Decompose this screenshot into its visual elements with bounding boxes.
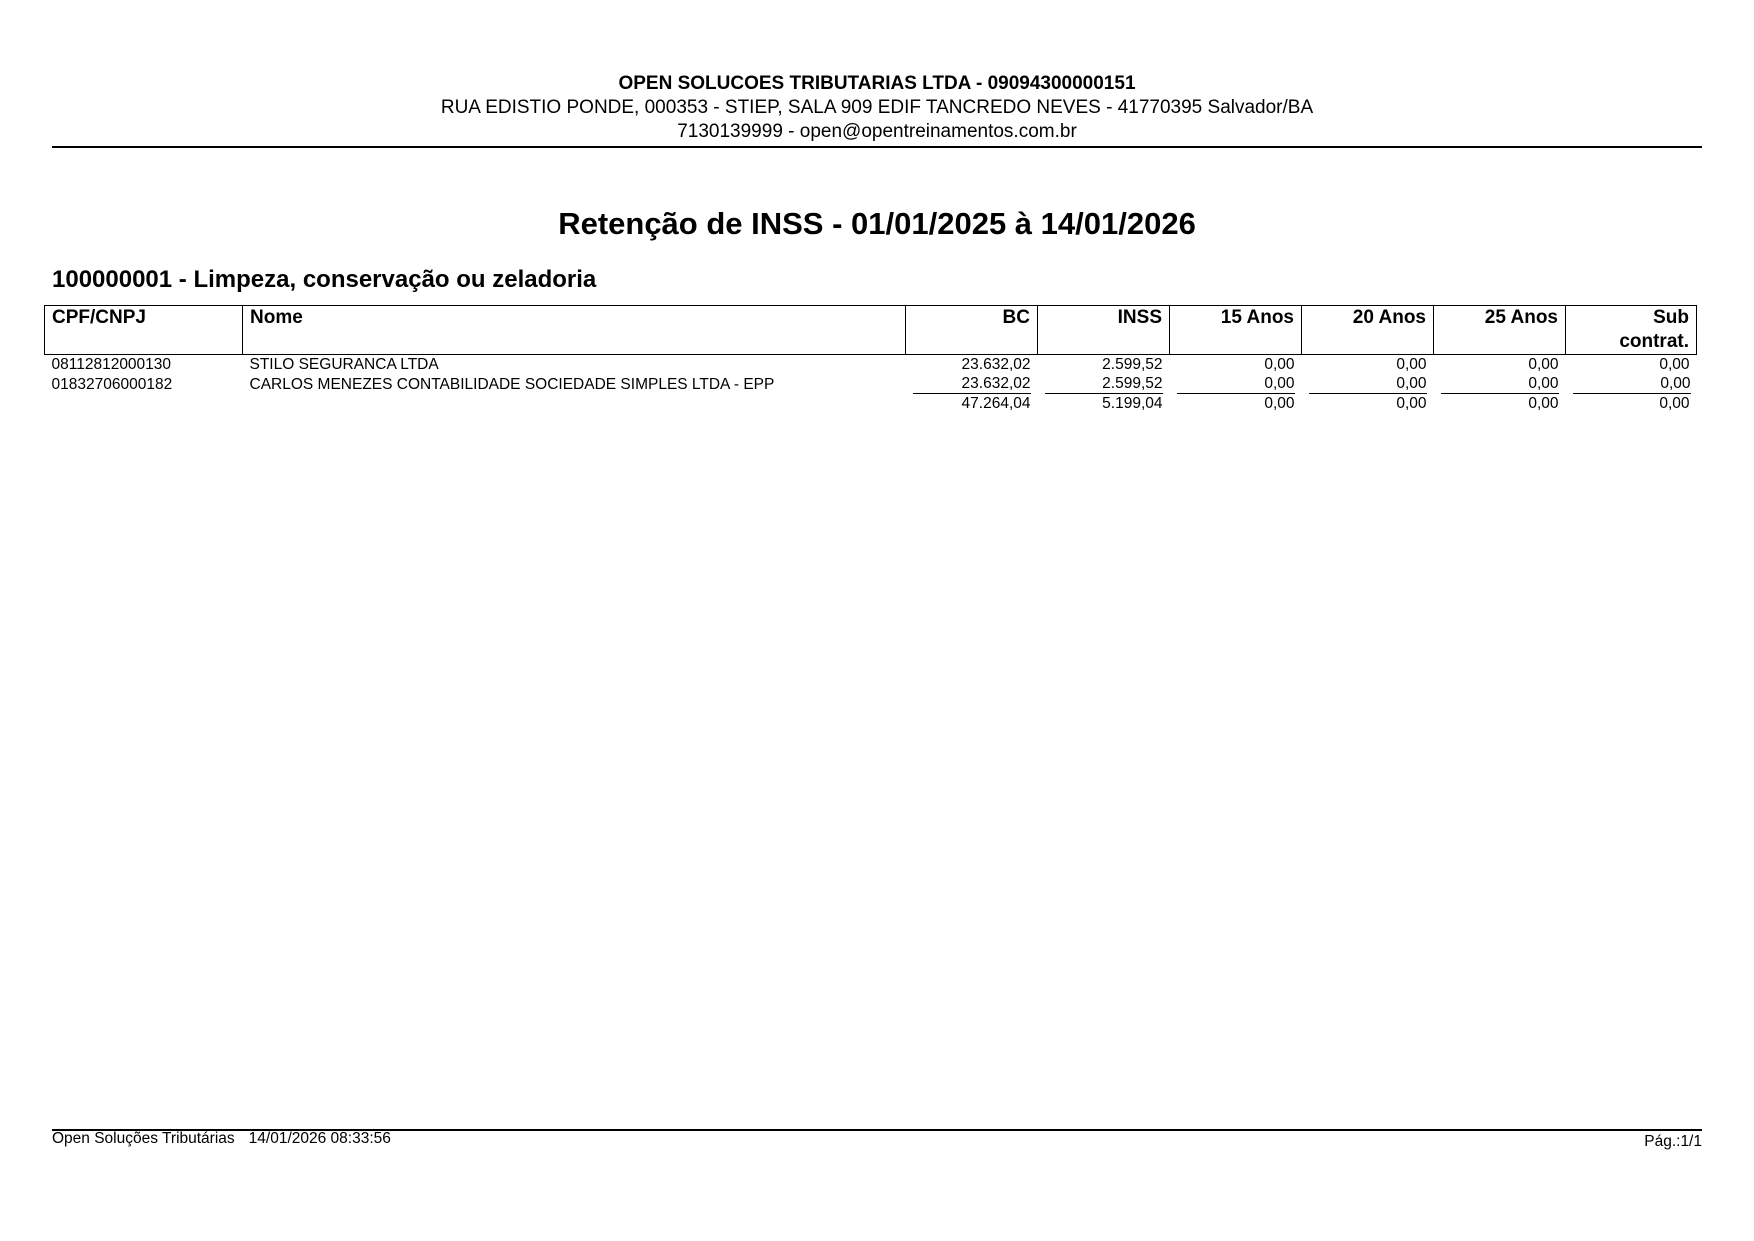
company-name: OPEN SOLUCOES TRIBUTARIAS LTDA - 09094300000151	[618, 73, 1136, 94]
total-bc: 47.264,04	[961, 395, 1031, 412]
table-row	[45, 355, 1697, 375]
col-header-bc: BC	[906, 306, 1038, 355]
footer-info	[52, 1130, 391, 1148]
col-header-inss: INSS	[1038, 306, 1170, 355]
totals-spacer	[45, 394, 243, 413]
cell-25-anos: 0,00	[1528, 356, 1559, 373]
cell-sub-contrat-value: 0,00	[1573, 374, 1691, 394]
col-header-nome: Nome	[243, 306, 906, 355]
page-number: Pág.:1/1	[1644, 1133, 1702, 1150]
section-title: 100000001 - Limpeza, conservação ou zeladoria	[52, 266, 597, 293]
table-header-row	[45, 306, 1697, 355]
total-inss: 5.199,04	[1102, 395, 1163, 412]
cell-sub-contrat	[1566, 374, 1697, 394]
company-address: RUA EDISTIO PONDE, 000353 - STIEP, SALA 909 EDIF TANCREDO NEVES - 41770395 Salvador/BA	[440, 97, 1314, 118]
col-header-cpf-cnpj: CPF/CNPJ	[45, 306, 243, 355]
col-header-20-anos: 20 Anos	[1302, 306, 1434, 355]
col-header-contrat: contrat.	[1619, 331, 1689, 352]
company-contact: 7130139999 - open@opentreinamentos.com.br	[677, 121, 1077, 142]
cell-25-anos	[1434, 374, 1566, 394]
total-20-anos: 0,00	[1396, 395, 1427, 412]
cell-cpf-cnpj: 01832706000182	[51, 375, 173, 393]
totals-spacer	[243, 394, 906, 413]
report-title: Retenção de INSS - 01/01/2025 à 14/01/2026	[558, 206, 1196, 241]
cell-inss	[1038, 374, 1170, 394]
cell-25-anos-value: 0,00	[1441, 374, 1559, 394]
total-25-anos: 0,00	[1528, 395, 1559, 412]
header-divider	[52, 146, 1702, 148]
total-sub-contrat: 0,00	[1659, 395, 1690, 412]
table-row	[45, 374, 1697, 394]
footer-timestamp: 14/01/2026 08:33:56	[248, 1130, 391, 1147]
col-header-15-anos: 15 Anos	[1170, 306, 1302, 355]
cell-20-anos	[1302, 374, 1434, 394]
total-15-anos: 0,00	[1264, 395, 1295, 412]
cell-20-anos-value: 0,00	[1309, 374, 1427, 394]
cell-bc	[906, 374, 1038, 394]
cell-15-anos: 0,00	[1264, 356, 1295, 373]
cell-bc-value: 23.632,02	[913, 374, 1031, 394]
col-header-25-anos: 25 Anos	[1434, 306, 1566, 355]
footer-company: Open Soluções Tributárias	[52, 1130, 235, 1147]
totals-row	[45, 394, 1697, 413]
cell-inss: 2.599,52	[1102, 356, 1163, 373]
cell-sub-contrat: 0,00	[1659, 356, 1690, 373]
cell-15-anos	[1170, 374, 1302, 394]
company-header	[52, 72, 1702, 144]
cell-inss-value: 2.599,52	[1045, 374, 1163, 394]
col-header-sub: Sub	[1653, 307, 1689, 328]
cell-cpf-cnpj: 08112812000130	[51, 356, 172, 373]
col-header-sub-contrat	[1566, 306, 1697, 355]
cell-nome: CARLOS MENEZES CONTABILIDADE SOCIEDADE SIMPLES LTDA - EPP	[249, 375, 775, 393]
cell-bc: 23.632,02	[961, 356, 1031, 373]
cell-nome: STILO SEGURANCA LTDA	[249, 356, 439, 373]
inss-table	[44, 305, 1697, 413]
cell-15-anos-value: 0,00	[1177, 374, 1295, 394]
cell-20-anos: 0,00	[1396, 356, 1427, 373]
